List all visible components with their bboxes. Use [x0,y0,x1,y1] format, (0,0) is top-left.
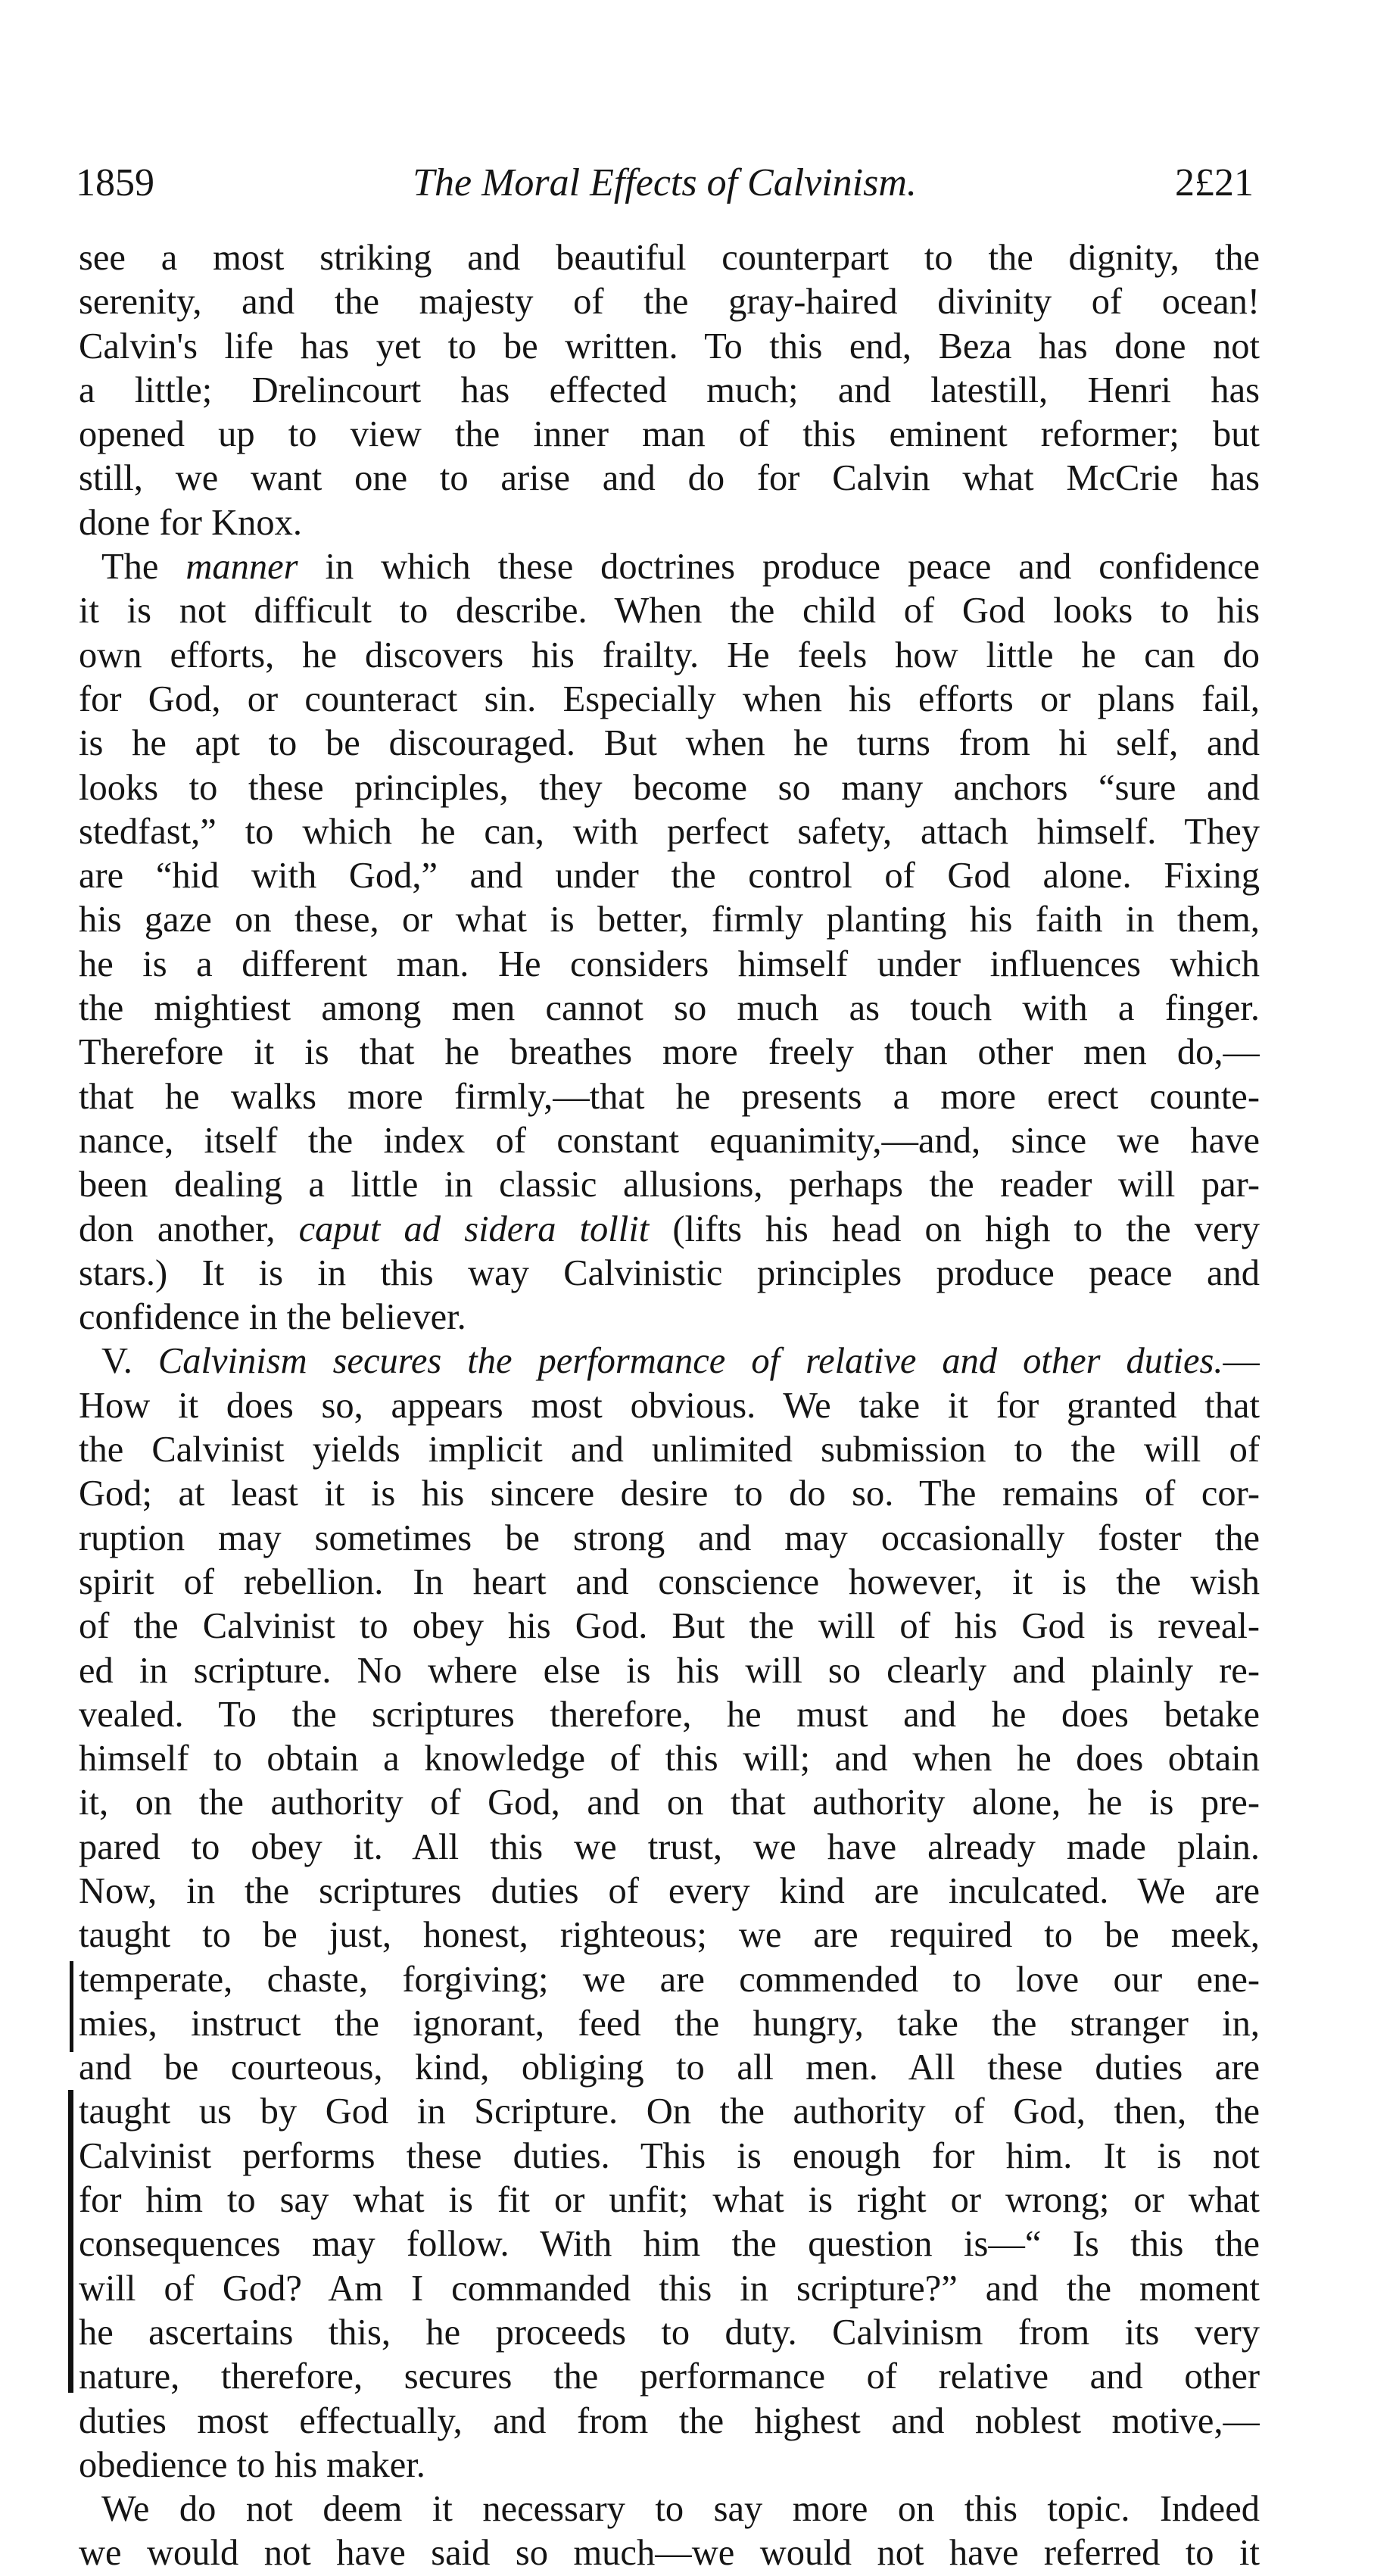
text-segment: taught us by God in Scripture. On the authority of God, then, the [79,2091,1260,2132]
text-line [79,1252,1260,1296]
italic-text: manner [185,547,298,588]
text-line [79,678,1260,722]
text-line [79,1605,1260,1648]
text-line [79,2222,1260,2266]
text-line [79,1913,1260,1957]
text-line [79,1208,1260,1252]
text-segment: it is not difficult to describe. When the child of God looks to his [79,591,1260,632]
text-line [79,1517,1260,1561]
text-segment: that he walks more firmly,—that he presents a more erect counte- [79,1076,1260,1117]
text-segment: see a most striking and beautiful counterpart to the dignity, the [79,238,1260,278]
text-line [79,1163,1260,1207]
text-segment: V. [101,1341,158,1382]
text-line [79,2090,1260,2134]
text-segment: — [1223,1341,1260,1382]
text-segment: The [101,547,186,588]
text-line [79,457,1260,501]
text-segment: of the Calvinist to obey his God. But the will of his God is reveal- [79,1606,1260,1647]
text-line [79,2002,1260,2046]
text-line [79,1826,1260,1870]
running-head [76,161,1254,214]
margin-rule-lower [68,2090,73,2393]
text-segment: vealed. To the scriptures therefore, he must and he does betake [79,1694,1260,1735]
text-line [79,2267,1260,2311]
text-line [79,2135,1260,2178]
text-segment: he ascertains this, he proceeds to duty. Calvinism from its very [79,2312,1260,2353]
text-line [79,1031,1260,1074]
text-segment: consequences may follow. With him the question is—“ Is this the [79,2224,1260,2265]
text-segment: taught to be just, honest, righteous; we are required to be meek, [79,1915,1260,1956]
text-segment: confidence in the believer. [79,1297,466,1338]
text-segment: Calvin's life has yet to be written. To this end, Beza has done not [79,326,1260,366]
text-line [79,722,1260,766]
text-segment: is he apt to be discouraged. But when he turns from hi self, and [79,723,1260,764]
text-segment: his gaze on these, or what is better, firmly planting his faith in them, [79,900,1260,940]
text-line [79,2355,1260,2399]
text-segment: the Calvinist yields implicit and unlimited submission to the will of [79,1430,1260,1470]
text-segment: and be courteous, kind, obliging to all men. All these duties are [79,2047,1260,2088]
text-segment: obedience to his maker. [79,2444,425,2485]
text-line [79,325,1260,369]
text-line [79,1561,1260,1605]
text-line [79,2443,1260,2487]
text-line [79,1958,1260,2002]
text-segment: nance, itself the index of constant equanimity,—and, since we have [79,1120,1260,1161]
text-line [79,1781,1260,1825]
text-segment: We do not deem it necessary to say more on this topic. Indeed [101,2489,1260,2530]
text-line [79,501,1260,545]
text-segment: himself to obtain a knowledge of this will; and when he does obtain [79,1739,1260,1779]
text-segment: for God, or counteract sin. Especially when his efforts or plans fail, [79,678,1260,719]
text-segment: are “hid with God,” and under the control of God alone. Fixing [79,856,1260,897]
text-line [79,854,1260,898]
text-segment: How it does so, appears most obvious. We take it for granted that [79,1385,1260,1426]
text-segment: stars.) It is in this way Calvinistic principles produce peace and [79,1252,1260,1293]
text-segment: nature, therefore, secures the performance of relative and other [79,2356,1260,2397]
text-line [79,2046,1260,2090]
text-segment: a little; Drelincourt has effected much; and latestill, Henri has [79,370,1260,410]
text-line [79,2400,1260,2443]
text-segment: still, we want one to arise and do for Calvin what McCrie has [79,458,1260,499]
text-segment: Calvinist performs these duties. This is enough for him. It is not [79,2135,1260,2176]
text-line [79,766,1260,810]
italic-text: Calvinism secures the performance of relative and other duties. [157,1341,1223,1382]
text-line [79,1296,1260,1339]
text-segment: don another, [79,1208,299,1249]
text-segment: it, on the authority of God, and on that authority alone, he is pre- [79,1782,1260,1823]
text-segment: Therefore it is that he breathes more freely than other men do,— [79,1032,1260,1073]
text-segment: duties most effectually, and from the highest and noblest motive,— [79,2400,1260,2441]
text-line [79,236,1260,280]
text-segment: ed in scripture. No where else is his will so clearly and plainly re- [79,1650,1260,1691]
text-line [79,1339,1260,1383]
text-segment: ruption may sometimes be strong and may occasionally foster the [79,1517,1260,1558]
text-segment: for him to say what is fit or unfit; what is right or wrong; or what [79,2180,1260,2221]
text-line [79,589,1260,633]
text-segment: pared to obey it. All this we trust, we have already made plain. [79,1826,1260,1867]
text-segment: the mightiest among men cannot so much as touch with a finger. [79,988,1260,1029]
text-line [79,2487,1260,2531]
text-line [79,2311,1260,2355]
text-line [79,943,1260,987]
text-segment: Now, in the scriptures duties of every kind are inculcated. We are [79,1870,1260,1911]
text-line [79,634,1260,678]
text-segment: will of God? Am I commanded this in scripture?” and the moment [79,2268,1260,2309]
text-segment: serenity, and the majesty of the gray-haired divinity of ocean! [79,282,1260,323]
text-line [79,1119,1260,1163]
text-line [79,1472,1260,1516]
text-line [79,280,1260,324]
text-line [79,2178,1260,2222]
text-segment: in which these doctrines produce peace and confidence [298,547,1260,588]
text-segment: temperate, chaste, forgiving; we are commended to love our ene- [79,1959,1260,2000]
text-segment: we would not have said so much—we would not have referred to it [79,2533,1260,2574]
text-line [79,1075,1260,1119]
text-segment: own efforts, he discovers his frailty. He feels how little he can do [79,635,1260,675]
italic-text: caput ad sidera tollit [298,1208,650,1249]
text-segment: he is a different man. He considers himself under influences which [79,943,1260,984]
text-segment: mies, instruct the ignorant, feed the hungry, take the stranger in, [79,2003,1260,2044]
text-line [79,369,1260,413]
text-line [79,1649,1260,1693]
text-segment: been dealing a little in classic allusions, perhaps the reader will par- [79,1165,1260,1205]
text-segment: (lifts his head on high to the very [649,1208,1260,1249]
text-line [79,413,1260,457]
body-text [79,236,1260,2576]
text-line [79,1428,1260,1472]
text-line [79,898,1260,942]
page-number: 2£21 [1175,161,1254,204]
text-line [79,810,1260,854]
margin-rule [70,1961,73,2052]
text-line [79,545,1260,589]
text-segment: spirit of rebellion. In heart and conscience however, it is the wish [79,1561,1260,1602]
text-line [79,1693,1260,1737]
text-line [79,987,1260,1031]
text-line [79,2531,1260,2575]
text-segment: opened up to view the inner man of this eminent reformer; but [79,414,1260,455]
text-segment: done for Knox. [79,502,302,543]
text-line [79,1737,1260,1781]
text-line [79,1870,1260,1913]
running-head-title: The Moral Effects of Calvinism. [413,161,917,204]
running-head-year: 1859 [76,161,154,204]
text-line [79,1384,1260,1428]
text-segment: God; at least it is his sincere desire to do so. The remains of cor- [79,1474,1260,1514]
text-segment: looks to these principles, they become so many anchors “sure and [79,767,1260,808]
text-segment: stedfast,” to which he can, with perfect safety, attach himself. They [79,811,1260,852]
